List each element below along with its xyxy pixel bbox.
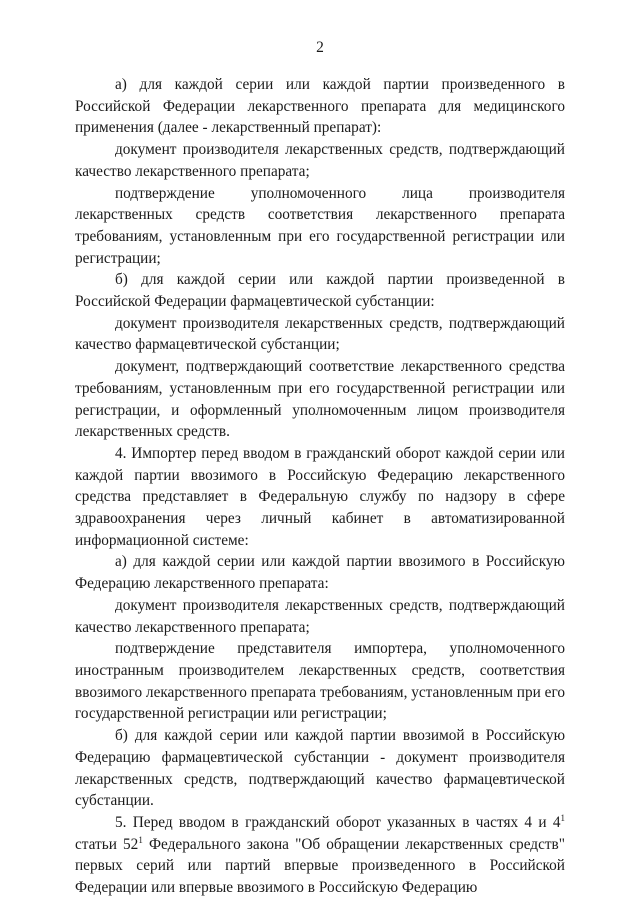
paragraph-3a: а) для каждой серии или каждой партии произведенного в Российской Федерации лекарственного препарата для медицинского применения (далее - лекарственный препарат): (75, 76, 565, 137)
paragraph-compliance-document: документ, подтверждающий соответствие лекарственного средства требованиям, установленным при его государственной регистрации или регистрации, и оформленный уполномоченным лицом производителя лекарственных средств. (75, 358, 565, 441)
paragraph-5-part1: 5. Перед вводом в гражданский оборот указанных в частях 4 и 4 (115, 813, 561, 831)
paragraph-authorized-confirmation: подтверждение уполномоченного лица производителя лекарственных средств соответствия лекарственного препарата требованиям, установленным при его государственной регистрации или регистрации; (75, 184, 565, 267)
paragraph-4: 4. Импортер перед вводом в гражданский оборот каждой серии или каждой партии ввозимого в Российскую Федерацию лекарственного средства представляет в Федеральную службу по надзору в сфере здравоохранения через личный кабинет в автоматизированной информационной системе: (75, 444, 565, 549)
paragraph-5-part3: Федерального закона "Об обращении лекарственных средств" первых серий или партий впервые произведенного в Российской Федерации или впервые ввозимого в Российскую Федерацию (75, 835, 566, 897)
paragraph-5 (75, 812, 565, 899)
paragraph-importer-confirmation: подтверждение представителя импортера, уполномоченного иностранным производителем лекарственных средств, соответствия ввозимого лекарственного препарата требованиям, установленным при его государственной регистрации или регистрации; (75, 640, 565, 723)
paragraph-4a: а) для каждой серии или каждой партии ввозимого в Российскую Федерацию лекарственного препарата: (75, 553, 565, 593)
paragraph-quality-document: документ производителя лекарственных средств, подтверждающий качество лекарственного препарата; (75, 141, 565, 180)
paragraph-5-part2: статьи 52 (75, 835, 139, 853)
superscript-1: 1 (560, 812, 565, 823)
paragraph-substance-quality-document: документ производителя лекарственных средств, подтверждающий качество фармацевтической субстанции; (75, 314, 565, 354)
superscript-2: 1 (138, 834, 143, 845)
paragraph-4b: б) для каждой серии или каждой партии ввозимой в Российскую Федерацию фармацевтической субстанции - документ производителя лекарственных средств, подтверждающий качество фармацевтической субстанции. (75, 727, 565, 810)
paragraph-import-quality-document: документ производителя лекарственных средств, подтверждающий качество лекарственного препарата; (75, 596, 565, 636)
page-number: 2 (316, 39, 324, 56)
paragraph-3b: б) для каждой серии или каждой партии произведенной в Российской Федерации фармацевтической субстанции: (75, 271, 565, 311)
document-body (75, 74, 565, 899)
